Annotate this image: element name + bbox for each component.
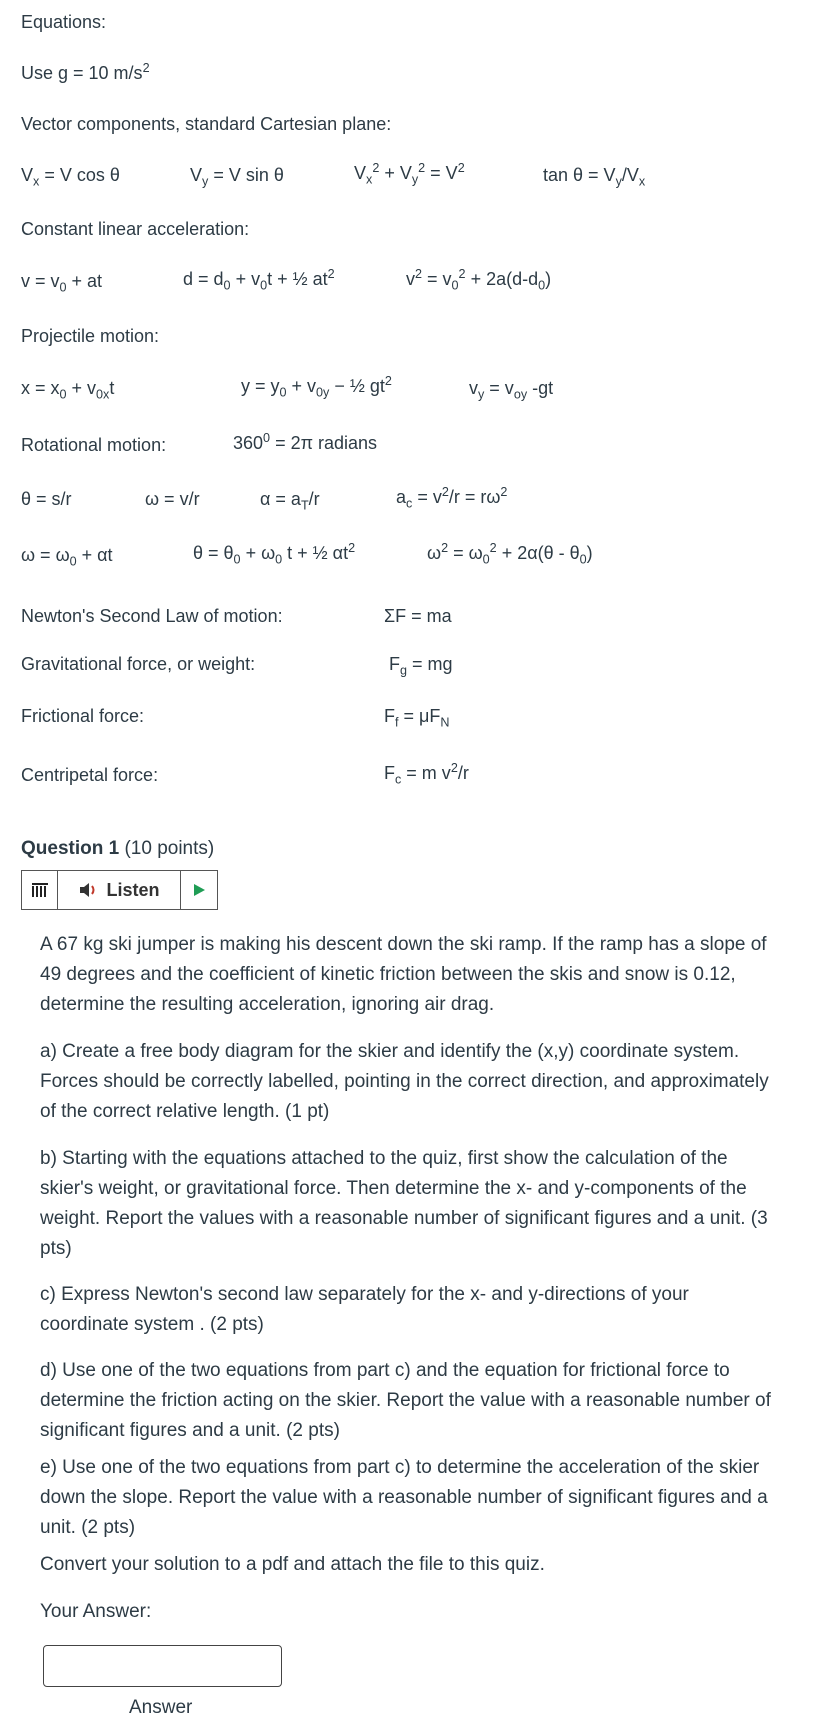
question-title: Question 1 bbox=[21, 838, 120, 859]
eq-rot-theta: θ = s/r bbox=[21, 489, 72, 509]
eq-rot-omega-t: $\omega = \omega_0 + \alpha t$ bbox=[21, 545, 113, 569]
use-g-note: Use g = 10 $m/s^2$ bbox=[21, 61, 150, 83]
listen-label: Listen bbox=[106, 879, 160, 900]
eq-v-squared: $V_x^2 + V_y^2 = V^2$ bbox=[354, 161, 465, 187]
newton-equation: ΣF = ma bbox=[384, 606, 452, 626]
eq-lin-displacement: $d = d_0 + v_0t$ + ½ $at^2$ bbox=[183, 267, 335, 293]
centripetal-equation: $F_c = m$ $v^2/r$ bbox=[384, 761, 469, 787]
eq-rot-omega: ω = v/r bbox=[145, 489, 200, 509]
vector-heading: Vector components, standard Cartesian plane: bbox=[21, 114, 392, 134]
question-paragraph-convert: Convert your solution to a pdf and attach the file to this quiz. bbox=[40, 1554, 545, 1575]
question-header bbox=[21, 838, 214, 860]
eq-lin-velocity: $v = v_0$ + at bbox=[21, 271, 103, 295]
your-answer-label: Your Answer: bbox=[40, 1601, 152, 1622]
eq-rot-omega-squared: $\omega^2 = \omega_0^2 + 2\alpha(\theta - \theta_0)$ bbox=[427, 541, 593, 567]
eq-tan: $\tan \theta = V_y/V_x$ bbox=[543, 165, 646, 189]
question-paragraph-b: b) Starting with the equations attached to the quiz, first show the calculation of the skier's weight, or gravitational force. Then determine the x- and y-components of the weight. Report the values with a reasonable number of significant figures and a unit. (3 pts) bbox=[40, 1148, 768, 1259]
question-paragraph-e: e) Use one of the two equations from part c) to determine the acceleration of the skier down the slope. Report the value with a reasonable number of significant figures and a unit. (2 pts) bbox=[40, 1457, 768, 1538]
question-paragraph-d: d) Use one of the two equations from part c) and the equation for frictional force to determine the friction acting on the skier. Report the value with a reasonable number of significant figures and a unit. (2 pts) bbox=[40, 1360, 771, 1441]
question-paragraph-intro: A 67 kg ski jumper is making his descent down the ski ramp. If the ramp has a slope of 49 degrees and the coefficient of kinetic friction between the skis and snow is 0.12, determine the resulting acceleration, ignoring air drag. bbox=[40, 934, 767, 1015]
answer-label: Answer bbox=[129, 1697, 193, 1718]
gravitational-label: Gravitational force, or weight: bbox=[21, 654, 256, 674]
centripetal-label: Centripetal force: bbox=[21, 765, 159, 785]
eq-rot-alpha: $\alpha = a_T/r$ bbox=[260, 489, 320, 513]
question-paragraph-c: c) Express Newton's second law separately for the x- and y-directions of your coordinate system . (2 pts) bbox=[40, 1284, 689, 1335]
play-icon bbox=[192, 883, 206, 897]
question-points: (10 points) bbox=[119, 838, 215, 859]
listen-menu-button[interactable] bbox=[22, 871, 58, 909]
frictional-label: Frictional force: bbox=[21, 706, 145, 726]
eq-rot-theta-t: $\theta = \theta_0 + \omega_0$ t + ½ $\alpha t^2$ bbox=[193, 541, 356, 567]
eq-vx: $V_x = V$ cos θ bbox=[21, 165, 120, 189]
speaker-icon bbox=[78, 881, 100, 899]
question-paragraph-a: a) Create a free body diagram for the skier and identify the (x,y) coordinate system. Forces should be correctly labelled, pointing in the correct direction, and approximately of the correct relative length. (1 pt) bbox=[40, 1041, 769, 1122]
eq-rot-centripetal-accel: $a_c = v^2/r = r\omega^2$ bbox=[396, 485, 508, 511]
eq-proj-y: $y = y_0 + v_{0y}$ − ½ $gt^2$ bbox=[241, 374, 392, 400]
newton-label: Newton's Second Law of motion: bbox=[21, 606, 283, 626]
menu-icon bbox=[32, 883, 48, 897]
eq-radians: $360^0 = 2\pi$ radians bbox=[233, 431, 378, 453]
answer-upload-box[interactable] bbox=[43, 1645, 282, 1687]
linear-heading: Constant linear acceleration: bbox=[21, 219, 250, 239]
eq-vy: $V_y = V$ sin θ bbox=[190, 165, 284, 189]
equations-title: Equations: bbox=[21, 12, 107, 32]
listen-button[interactable] bbox=[58, 871, 181, 909]
frictional-equation: $F_f = \mu F_N$ bbox=[384, 706, 450, 730]
eq-proj-x: $x = x_0 + v_{0x}t$ bbox=[21, 378, 115, 402]
play-button[interactable] bbox=[181, 871, 217, 909]
eq-proj-vy: $v_y = v_{oy}$ -gt bbox=[469, 378, 554, 402]
listen-toolbar bbox=[21, 870, 218, 910]
eq-lin-vsquared: $v^2 = v_0^2 + 2a(d-d_0)$ bbox=[406, 267, 552, 293]
gravitational-equation: $F_g$ = mg bbox=[389, 654, 453, 678]
rotational-heading: Rotational motion: bbox=[21, 435, 167, 455]
projectile-heading: Projectile motion: bbox=[21, 326, 160, 346]
